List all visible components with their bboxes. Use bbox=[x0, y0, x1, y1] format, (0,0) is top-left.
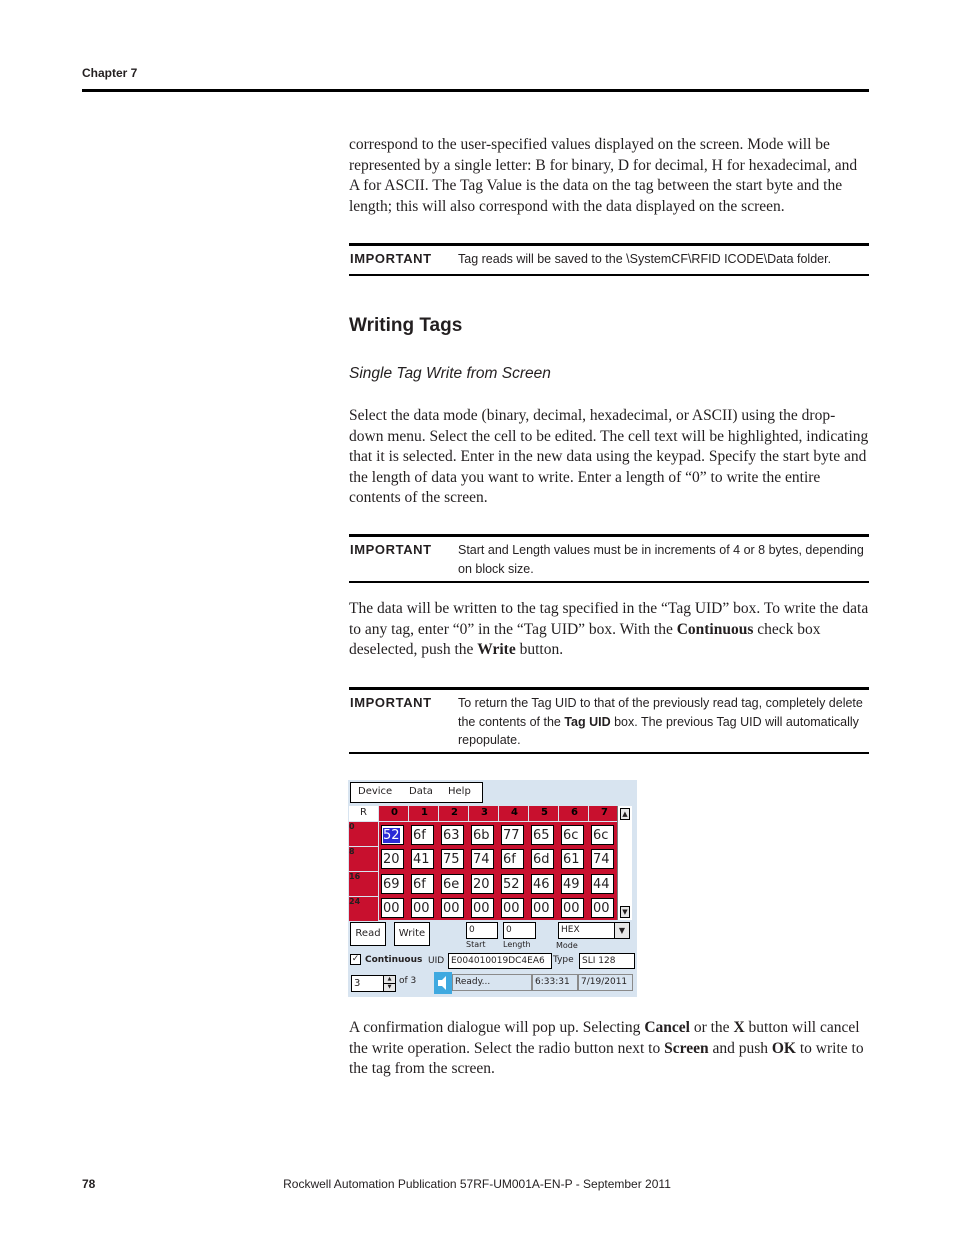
scroll-down-arrow-icon[interactable]: ▼ bbox=[620, 906, 630, 918]
write-term: Write bbox=[477, 641, 516, 658]
column-header-label: 4 bbox=[511, 807, 518, 818]
column-header bbox=[379, 806, 408, 821]
column-header bbox=[409, 806, 438, 821]
length-input[interactable]: 0 bbox=[503, 922, 536, 939]
type-label: Type bbox=[553, 955, 574, 965]
grid-cell[interactable]: 6c bbox=[561, 825, 584, 845]
status-text: Ready... bbox=[452, 974, 532, 991]
publication-footer: Rockwell Automation Publication 57RF-UM001A-EN-P - September 2011 bbox=[283, 1177, 671, 1191]
grid-cell[interactable]: 20 bbox=[471, 874, 494, 894]
grid-cell[interactable]: 65 bbox=[531, 825, 554, 845]
spin-down-icon[interactable]: ▼ bbox=[383, 983, 395, 991]
grid-cell[interactable]: 00 bbox=[591, 898, 614, 918]
header-rule bbox=[82, 89, 869, 92]
text: To return the Tag UID to that of the previously read tag, completely delete the contents of the bbox=[458, 696, 863, 729]
column-header-label: 1 bbox=[421, 807, 428, 818]
column-header-label: 7 bbox=[601, 807, 608, 818]
important-text bbox=[458, 694, 869, 750]
read-button[interactable]: Read bbox=[350, 922, 386, 946]
column-header-label: 6 bbox=[571, 807, 578, 818]
paragraph-confirmation bbox=[349, 1018, 869, 1080]
write-button[interactable]: Write bbox=[394, 922, 430, 946]
grid-cell[interactable]: 20 bbox=[381, 849, 404, 869]
start-input[interactable]: 0 bbox=[466, 922, 498, 939]
device-screenshot bbox=[348, 780, 637, 997]
row-header bbox=[349, 872, 378, 896]
grid-cell[interactable]: 6f bbox=[411, 874, 434, 894]
grid-cell[interactable]: 52 bbox=[501, 874, 524, 894]
column-header-label: 3 bbox=[481, 807, 488, 818]
vertical-scrollbar[interactable] bbox=[617, 806, 632, 920]
grid-cell[interactable]: 61 bbox=[561, 849, 584, 869]
text: box. The previous Tag UID will automatically repopulate. bbox=[458, 714, 859, 747]
grid-cell[interactable]: 00 bbox=[441, 898, 464, 918]
continuous-term: Continuous bbox=[676, 620, 754, 638]
type-field: SLI 128 bbox=[579, 953, 635, 969]
important-note-1 bbox=[349, 243, 869, 276]
ok-term: OK bbox=[771, 1039, 796, 1057]
record-count: of 3 bbox=[397, 974, 433, 991]
grid-corner-label: R bbox=[360, 807, 367, 818]
text: check box deselected, push the bbox=[349, 620, 821, 658]
row-header bbox=[349, 897, 378, 921]
grid-cell-selected[interactable] bbox=[381, 825, 404, 845]
grid-cell[interactable]: 49 bbox=[561, 874, 584, 894]
important-text: Tag reads will be saved to the \SystemCF\RFID ICODE\Data folder. bbox=[458, 252, 832, 266]
screen-term: Screen bbox=[664, 1039, 709, 1057]
cancel-term: Cancel bbox=[644, 1019, 690, 1036]
length-caption: Length bbox=[503, 940, 531, 949]
grid-corner bbox=[349, 806, 378, 821]
text: button. bbox=[515, 641, 564, 658]
grid-cell[interactable]: 6b bbox=[471, 825, 494, 845]
subsection-title: Single Tag Write from Screen bbox=[349, 365, 551, 382]
column-header-label: 5 bbox=[541, 807, 548, 818]
uid-label: UID bbox=[428, 956, 445, 966]
scroll-up-arrow-icon[interactable]: ▲ bbox=[620, 808, 630, 820]
text: button will cancel the write operation. Select the radio button next to bbox=[349, 1019, 860, 1057]
column-header bbox=[589, 806, 618, 821]
menu-device[interactable]: Device bbox=[358, 786, 393, 797]
menu-data[interactable]: Data bbox=[409, 786, 433, 797]
column-header bbox=[469, 806, 498, 821]
text: The data will be written to the tag specified in the “Tag UID” box. To write the data to any tag, enter “0” in the “Tag UID” box. With the bbox=[349, 600, 869, 638]
section-title: Writing Tags bbox=[349, 315, 463, 336]
row-header-label: 16 bbox=[349, 872, 361, 881]
row-header bbox=[349, 847, 378, 871]
grid-cell[interactable]: 44 bbox=[591, 874, 614, 894]
text: A confirmation dialogue will pop up. Selecting bbox=[349, 1019, 645, 1036]
grid-cell[interactable]: 00 bbox=[381, 898, 404, 918]
important-label: IMPORTANT bbox=[350, 542, 432, 557]
x-term: X bbox=[733, 1019, 745, 1036]
important-note-2 bbox=[349, 534, 869, 583]
continuous-label: Continuous bbox=[365, 955, 423, 965]
grid-cell[interactable]: 6e bbox=[441, 874, 464, 894]
grid-cell[interactable]: 00 bbox=[411, 898, 434, 918]
tag-uid-input[interactable]: E004010019DC4EA6 bbox=[448, 953, 552, 969]
column-header-label: 2 bbox=[451, 807, 458, 818]
text: and push bbox=[708, 1039, 772, 1057]
column-header bbox=[559, 806, 588, 821]
record-value: 3 bbox=[354, 978, 361, 989]
row-header-label: 24 bbox=[349, 897, 361, 906]
row-header bbox=[349, 822, 378, 846]
menu-bar bbox=[350, 782, 483, 803]
grid-cell[interactable]: 00 bbox=[561, 898, 584, 918]
row-header-label: 8 bbox=[349, 847, 355, 856]
column-header bbox=[499, 806, 528, 821]
grid-cell[interactable]: 6f bbox=[501, 849, 524, 869]
grid-cell[interactable]: 6f bbox=[411, 825, 434, 845]
grid-cell[interactable]: 00 bbox=[531, 898, 554, 918]
start-caption: Start bbox=[466, 940, 486, 949]
status-date: 7/19/2011 bbox=[578, 974, 633, 991]
grid-cell[interactable]: 41 bbox=[411, 849, 434, 869]
paragraph-write-instructions bbox=[349, 599, 869, 661]
paragraph-select-mode: Select the data mode (binary, decimal, hexadecimal, or ASCII) using the drop-down menu. Select the cell to be edited. The cell text will be highlighted, indicating that it is selected. Enter in the new data using the keypad. Specify the start byte and the length of data you want to write. Enter a length of “0” to write the entire contents of the screen. bbox=[349, 407, 869, 506]
record-spinner[interactable] bbox=[351, 975, 396, 992]
grid-cell[interactable]: 74 bbox=[591, 849, 614, 869]
grid-cell[interactable]: 69 bbox=[381, 874, 404, 894]
row-header-label: 0 bbox=[349, 822, 355, 831]
text: to write to the tag from the screen. bbox=[349, 1039, 864, 1077]
important-text: Start and Length values must be in increments of 4 or 8 bytes, depending on block size. bbox=[458, 543, 864, 576]
status-bar bbox=[348, 972, 637, 994]
grid-cell-value: 52 bbox=[383, 828, 400, 843]
speaker-icon[interactable] bbox=[434, 972, 452, 994]
page-number: 78 bbox=[82, 1177, 96, 1191]
grid-cell[interactable]: 46 bbox=[531, 874, 554, 894]
mode-caption: Mode bbox=[556, 941, 578, 950]
grid-cell[interactable]: 75 bbox=[441, 849, 464, 869]
paragraph-mode-description: correspond to the user-specified values displayed on the screen. Mode will be represented by a single letter: B for binary, D for decimal, H for hexadecimal, and A for ASCII. The Tag Value is the data on the tag between the start byte and the length; this will also correspond with the data displayed on the screen. bbox=[349, 136, 858, 215]
grid-cell[interactable]: 00 bbox=[471, 898, 494, 918]
grid-cell[interactable]: 74 bbox=[471, 849, 494, 869]
grid-cell[interactable]: 77 bbox=[501, 825, 524, 845]
column-header bbox=[439, 806, 468, 821]
chapter-label: Chapter 7 bbox=[82, 66, 138, 80]
spin-up-icon[interactable]: ▲ bbox=[383, 976, 395, 983]
important-label: IMPORTANT bbox=[350, 695, 432, 710]
grid-cell[interactable]: 6d bbox=[531, 849, 554, 869]
continuous-checkbox[interactable]: ✓ bbox=[351, 954, 360, 964]
mode-value: HEX bbox=[561, 925, 580, 935]
column-header-label: 0 bbox=[391, 807, 398, 818]
tag-uid-term: Tag UID bbox=[564, 714, 611, 729]
mode-select[interactable] bbox=[558, 922, 630, 939]
important-label: IMPORTANT bbox=[350, 251, 432, 266]
menu-help[interactable]: Help bbox=[448, 786, 471, 797]
important-note-3 bbox=[349, 687, 869, 754]
text: or the bbox=[689, 1019, 734, 1036]
grid-cell[interactable]: 6c bbox=[591, 825, 614, 845]
grid-cell[interactable]: 63 bbox=[441, 825, 464, 845]
status-time: 6:33:31 bbox=[532, 974, 578, 991]
grid-cell[interactable]: 00 bbox=[501, 898, 524, 918]
chevron-down-icon[interactable]: ▼ bbox=[614, 923, 629, 938]
column-header bbox=[529, 806, 558, 821]
